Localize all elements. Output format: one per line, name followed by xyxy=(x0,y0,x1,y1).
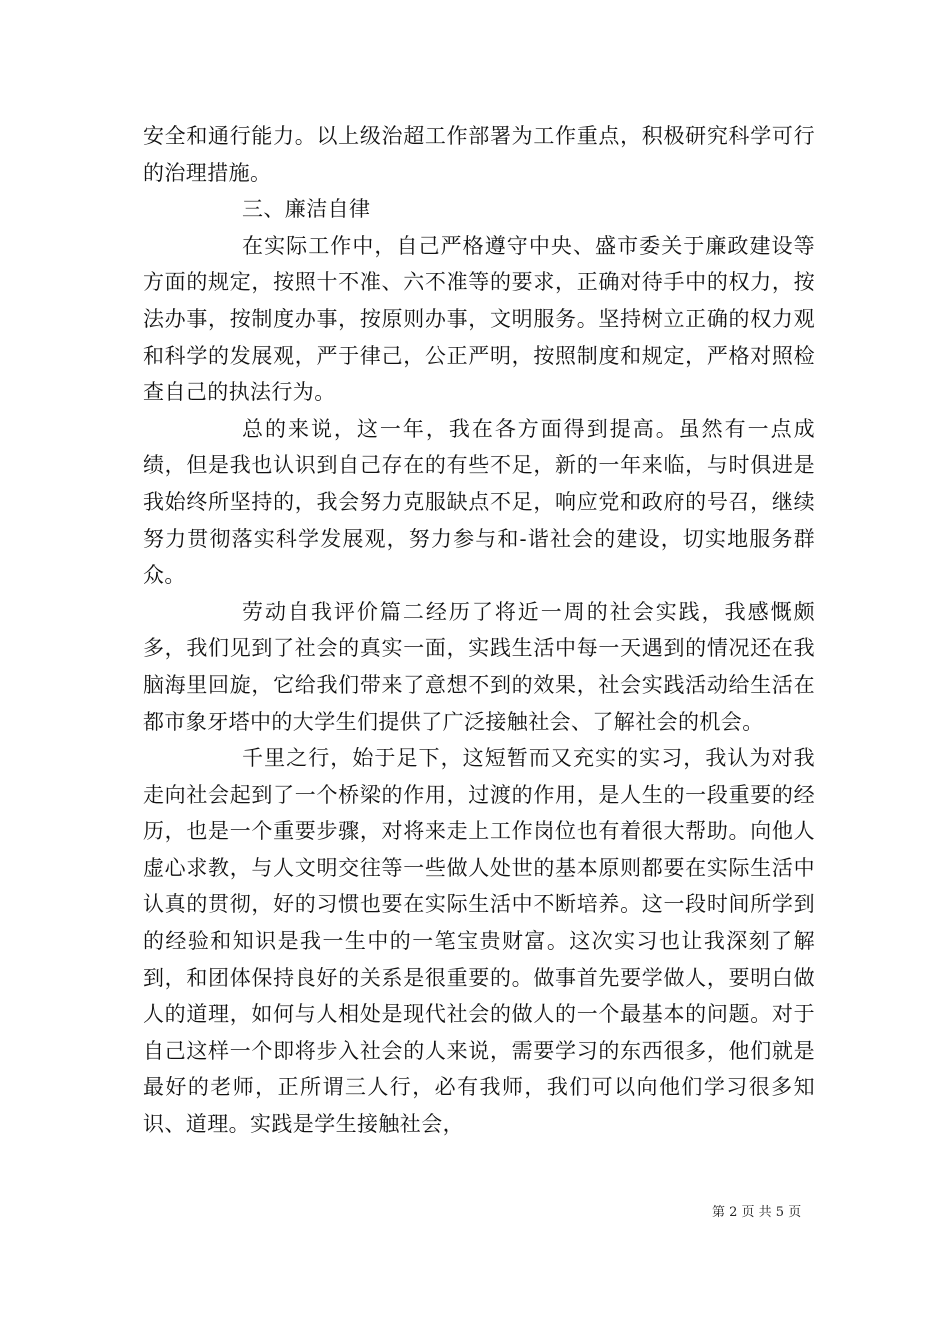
paragraph-continuation: 安全和通行能力。以上级治超工作部署为工作重点，积极研究科学可行的治理措施。 xyxy=(143,124,815,185)
paragraph-self-evaluation: 劳动自我评价篇二经历了将近一周的社会实践，我感慨颇多，我们见到了社会的真实一面，实践生活中每一天遇到的情况还在我脑海里回旋，它给我们带来了意想不到的效果，社会实践活动给生活在都市象牙塔中的大学生们提供了广泛接触社会、了解社会的机会。 xyxy=(143,599,815,734)
paragraph-internship: 千里之行，始于足下，这短暂而又充实的实习，我认为对我走向社会起到了一个桥梁的作用，过渡的作用，是人生的一段重要的经历，也是一个重要步骤，对将来走上工作岗位也有着很大帮助。向他人虚心求教，与人文明交往等一些做人处世的基本原则都要在实际生活中认真的贯彻，好的习惯也要在实际生活中不断培养。这一段时间所学到的经验和知识是我一生中的一笔宝贵财富。这次实习也让我深刻了解到，和团体保持良好的关系是很重要的。做事首先要学做人，要明白做人的道理，如何与人相处是现代社会的做人的一个最基本的问题。对于自己这样一个即将步入社会的人来说，需要学习的东西很多，他们就是最好的老师，正所谓三人行，必有我师，我们可以向他们学习很多知识、道理。实践是学生接触社会， xyxy=(143,746,815,1137)
paragraph-integrity: 在实际工作中，自己严格遵守中央、盛市委关于廉政建设等方面的规定，按照十不准、六不准等的要求，正确对待手中的权力，按法办事，按制度办事，按原则办事，文明服务。坚持树立正确的权力观和科学的发展观，严于律己，公正严明，按照制度和规定，严格对照检查自己的执法行为。 xyxy=(143,233,815,405)
document-body xyxy=(143,118,815,1143)
section-heading: 三、廉洁自律 xyxy=(242,197,371,222)
paragraph-summary: 总的来说，这一年，我在各方面得到提高。虽然有一点成绩，但是我也认识到自己存在的有些不足，新的一年来临，与时俱进是我始终所坚持的，我会努力克服缺点不足，响应党和政府的号召，继续努力贯彻落实科学发展观，努力参与和-谐社会的建设，切实地服务群众。 xyxy=(143,416,815,588)
page-number-footer: 第 2 页 共 5 页 xyxy=(712,1205,802,1220)
